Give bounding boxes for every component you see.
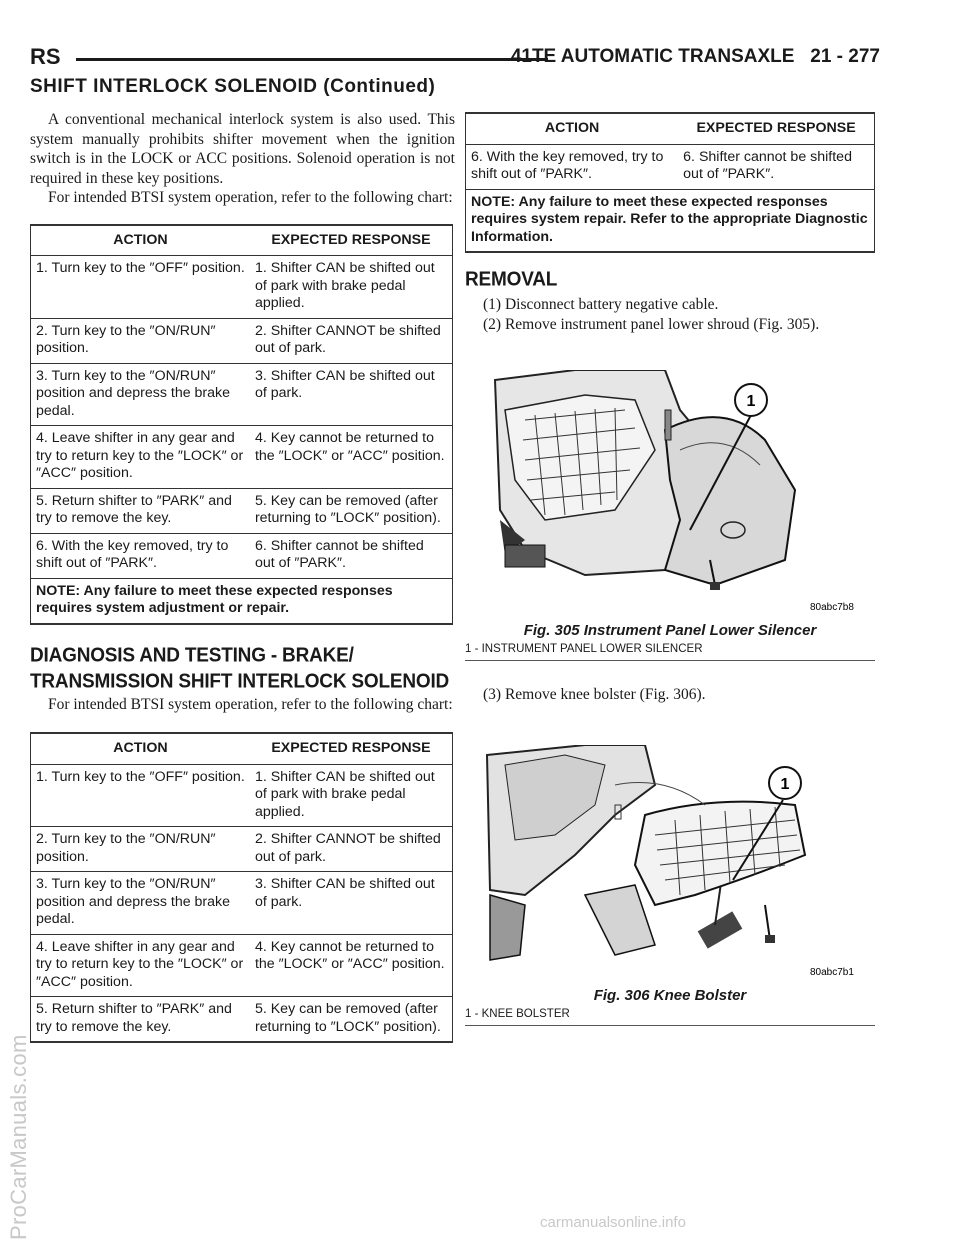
col-header-response: EXPECTED RESPONSE — [250, 733, 453, 764]
removal-step: (3) Remove knee bolster (Fig. 306). — [483, 686, 706, 703]
removal-heading: REMOVAL — [465, 268, 558, 291]
side-watermark: ProCarManuals.com — [6, 1034, 31, 1240]
table-cell: 3. Shifter CAN be shifted out of park. — [250, 872, 453, 935]
figure-legend: 1 - KNEE BOLSTER — [465, 1008, 875, 1026]
instrument-panel-silencer-illustration — [465, 370, 875, 620]
footer-watermark: carmanualsonline.info — [540, 1214, 686, 1231]
table-cell: 2. Shifter CANNOT be shifted out of park. — [250, 318, 453, 363]
table-row — [31, 318, 453, 363]
figure-305 — [465, 370, 875, 661]
figure-code: 80abc7b1 — [810, 966, 854, 978]
table-note: NOTE: Any failure to meet these expected responses requires system adjustment or repair. — [31, 578, 453, 624]
table-cell: 2. Turn key to the ″ON/RUN″ position. — [31, 827, 250, 872]
table-row — [31, 997, 453, 1043]
continued-section-title: SHIFT INTERLOCK SOLENOID (Continued) — [30, 76, 436, 97]
table-row — [31, 256, 453, 319]
header-rule — [76, 58, 548, 61]
removal-step: (1) Disconnect battery negative cable. — [483, 296, 719, 313]
table-cell: 1. Turn key to the ″OFF″ position. — [31, 256, 250, 319]
table-row — [31, 872, 453, 935]
table-cell: 2. Shifter CANNOT be shifted out of park. — [250, 827, 453, 872]
table-cell: 4. Leave shifter in any gear and try to return key to the ″LOCK″ or ″ACC″ position. — [31, 934, 250, 997]
header-title-text: 41TE AUTOMATIC TRANSAXLE — [510, 46, 795, 67]
diagnosis-heading: DIAGNOSIS AND TESTING - BRAKE/ TRANSMISSION SHIFT INTERLOCK SOLENOID — [30, 643, 450, 693]
removal-step: (2) Remove instrument panel lower shroud (Fig. 305). — [483, 315, 820, 333]
figure-callout: 1 — [746, 393, 756, 410]
table-row — [31, 533, 453, 578]
table-note-row — [466, 189, 875, 252]
figure-caption: Fig. 305 Instrument Panel Lower Silencer — [523, 622, 817, 639]
table-cell: 6. Shifter cannot be shifted out of ″PARK″. — [250, 533, 453, 578]
table-row — [31, 764, 453, 827]
table-cell: 2. Turn key to the ″ON/RUN″ position. — [31, 318, 250, 363]
table-cell: 1. Shifter CAN be shifted out of park with brake pedal applied. — [250, 764, 453, 827]
figure-306 — [465, 745, 875, 1026]
table-cell: 1. Shifter CAN be shifted out of park with brake pedal applied. — [250, 256, 453, 319]
figure-caption: Fig. 306 Knee Bolster — [593, 986, 747, 1004]
table-cell: 4. Key cannot be returned to the ″LOCK″ or ″ACC″ position. — [250, 426, 453, 489]
table-cell: 5. Return shifter to ″PARK″ and try to remove the key. — [31, 997, 250, 1043]
col-header-response: EXPECTED RESPONSE — [678, 113, 874, 144]
table-cell: 4. Leave shifter in any gear and try to return key to the ″LOCK″ or ″ACC″ position. — [31, 426, 250, 489]
intro-paragraph-2: For intended BTSI system operation, refer to the following chart: — [48, 189, 453, 206]
table-row — [31, 363, 453, 426]
table-cell: 3. Turn key to the ″ON/RUN″ position and depress the brake pedal. — [31, 872, 250, 935]
table-row — [31, 827, 453, 872]
col-header-action: ACTION — [466, 113, 679, 144]
btsi-chart-2 — [30, 732, 453, 1043]
diagnosis-paragraph: For intended BTSI system operation, refer to the following chart: — [48, 695, 453, 713]
table-row — [31, 426, 453, 489]
table-cell: 1. Turn key to the ″OFF″ position. — [31, 764, 250, 827]
table-row — [31, 934, 453, 997]
table-cell: 3. Turn key to the ″ON/RUN″ position and depress the brake pedal. — [31, 363, 250, 426]
table-row — [31, 488, 453, 533]
col-header-action: ACTION — [31, 733, 250, 764]
table-note: NOTE: Any failure to meet these expected responses requires system repair. Refer to the appropriate Diagnostic Information. — [466, 189, 875, 252]
table-cell: 5. Key can be removed (after returning to ″LOCK″ position). — [250, 488, 453, 533]
knee-bolster-illustration — [465, 745, 875, 995]
figure-callout: 1 — [780, 775, 790, 793]
table-cell: 6. Shifter cannot be shifted out of ″PARK″. — [678, 144, 874, 189]
col-header-action: ACTION — [31, 225, 250, 256]
figure-legend: 1 - INSTRUMENT PANEL LOWER SILENCER — [465, 643, 875, 661]
table-cell: 5. Return shifter to ″PARK″ and try to remove the key. — [31, 488, 250, 533]
header-section-code: RS — [30, 44, 61, 69]
table-row — [466, 144, 875, 189]
table-cell: 6. With the key removed, try to shift out of ″PARK″. — [31, 533, 250, 578]
table-cell: 4. Key cannot be returned to the ″LOCK″ or ″ACC″ position. — [250, 934, 453, 997]
btsi-chart-2-continued — [465, 112, 875, 253]
left-column — [30, 110, 455, 1043]
figure-code: 80abc7b8 — [810, 602, 854, 613]
page-header — [30, 40, 880, 70]
btsi-chart-1 — [30, 224, 453, 625]
table-cell: 6. With the key removed, try to shift out of ″PARK″. — [466, 144, 679, 189]
page-number: 21 - 277 — [810, 46, 880, 67]
col-header-response: EXPECTED RESPONSE — [250, 225, 453, 256]
header-title — [511, 46, 880, 68]
intro-paragraph: A conventional mechanical interlock system is also used. This system manually prohibits shifter movement when the ignition switch is in the LOCK or ACC positions. Solenoid operation is not required in these key positions. — [30, 111, 455, 187]
table-cell: 3. Shifter CAN be shifted out of park. — [250, 363, 453, 426]
right-column — [465, 112, 875, 1026]
table-note-row — [31, 578, 453, 624]
table-cell: 5. Key can be removed (after returning to ″LOCK″ position). — [250, 997, 453, 1043]
